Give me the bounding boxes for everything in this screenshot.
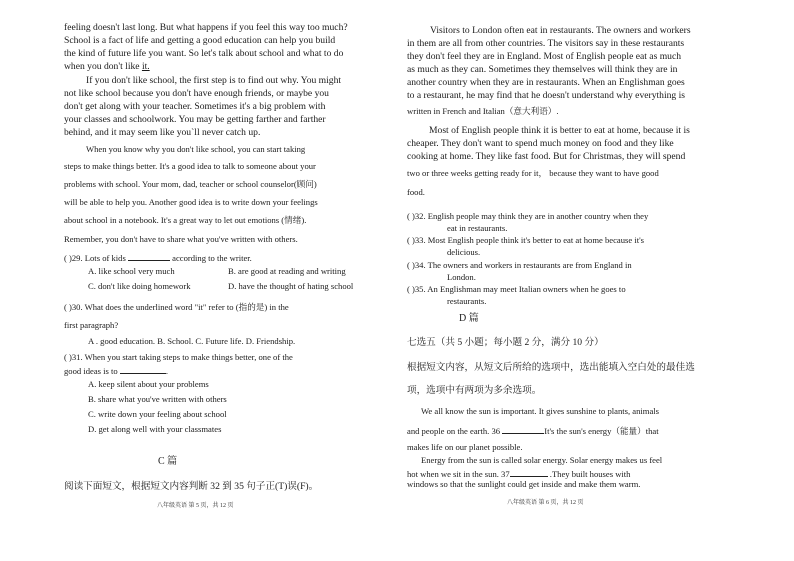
text-line: about school in a notebook. It's a great way to let out emotions (情绪). — [64, 215, 307, 225]
text-line: When you know why you don't like school, you can start taking — [86, 144, 306, 154]
section-heading-c: C 篇 — [158, 456, 178, 467]
text-line: food. — [407, 187, 425, 197]
text-line: We all know the sun is important. It gives sunshine to plants, animals — [421, 406, 659, 416]
option-c: C. don't like doing homework — [88, 281, 191, 291]
text-span: ( )29. Lots of kids — [64, 253, 128, 263]
instructions-7-cont: 项，选项中有两项为多余选项。 — [407, 385, 542, 396]
text-span: and people on the earth. 36 — [407, 426, 503, 436]
page-footer: 八年级英语 第 5 页，共 12 页 — [157, 503, 234, 509]
question-35-cont: restaurants. — [447, 296, 487, 306]
text-span: when you don't like — [64, 61, 142, 72]
text-span: It's the sun's energy（能量）that — [544, 426, 659, 436]
text-line: Remember, you don't have to share what you've written with others. — [64, 234, 298, 244]
text-line — [64, 61, 150, 72]
question-32-cont: eat in restaurants. — [447, 223, 508, 233]
instructions-c: 阅读下面短文，根据短文内容判断 32 到 35 句子正(T)误(F)。 — [64, 481, 319, 492]
text-line: Visitors to London often eat in restaurants. The owners and workers — [430, 25, 691, 36]
question-33-cont: delicious. — [447, 247, 481, 257]
text-line: Most of English people think it is better to eat at home, because it is — [429, 125, 690, 136]
question-31-cont — [64, 364, 168, 377]
option-a: A. like school very much — [88, 266, 175, 276]
text-line: Energy from the sun is called solar energy. Solar energy makes us feel — [421, 455, 663, 465]
option-d: D. get along well with your classmates — [88, 424, 222, 434]
text-line: don't get along with your teacher. Sometimes it's a big problem with — [64, 101, 326, 112]
text-line: problems with school. Your mom, dad, teacher or school counselor(顾问) — [64, 179, 317, 189]
answer-blank-29 — [128, 251, 170, 261]
text-line: as much as they can. Sometimes they themselves will think they are in — [407, 64, 678, 75]
page-footer: 八年级英语 第 6 页，共 12 页 — [507, 500, 584, 506]
text-line: School is a fact of life and getting a good education can help you build — [64, 35, 336, 46]
answer-blank-36 — [502, 424, 544, 434]
question-31: ( )31. When you start taking steps to make things better, one of the — [64, 352, 293, 362]
text-span: according to the writer. — [169, 253, 252, 263]
option-b: B. share what you've written with others — [88, 394, 227, 404]
text-span: . — [165, 366, 169, 376]
options-30: A . good education. B. School. C. Future life. D. Friendship. — [88, 336, 296, 346]
option-b: B. are good at reading and writing — [228, 266, 346, 276]
text-span: hot when we sit in the sun. 37 — [407, 469, 510, 479]
text-line: cheaper. They don't want to spend much money on food and they like — [407, 138, 674, 149]
text-line: not like school because you don't have enough friends, or maybe you — [64, 88, 329, 99]
answer-blank-37 — [510, 467, 548, 477]
text-line: the kind of future life you want. So let's talk about school and what to do — [64, 48, 344, 59]
question-30-cont: first paragraph? — [64, 320, 119, 330]
question-29 — [64, 251, 252, 264]
question-34-cont: London. — [447, 272, 476, 282]
question-30: ( )30. What does the underlined word "it" refer to (指的是) in the — [64, 302, 289, 312]
text-line: will be able to help you. Another good idea is to write down your feelings — [64, 197, 318, 207]
option-c: C. write down your feeling about school — [88, 409, 227, 419]
text-line: another country when they are in restaurants. When an Englishman goes — [407, 77, 685, 88]
question-34: ( )34. The owners and workers in restaurants are from England in — [407, 260, 632, 270]
text-line — [407, 424, 659, 437]
text-line: two or three weeks getting ready for it， because they want to have good — [407, 168, 659, 178]
text-line: they don't feel they are in England. Most of English people eat as much — [407, 51, 682, 62]
question-33: ( )33. Most English people think it's better to eat at home because it's — [407, 235, 644, 245]
text-line: steps to make things better. It's a good idea to talk to someone about your — [64, 161, 316, 171]
section-heading-d: D 篇 — [459, 313, 479, 324]
question-35: ( )35. An Englishman may meet Italian owners when he goes to — [407, 284, 626, 294]
text-line: in them are all from other countries. The visitors say in these restaurants — [407, 38, 685, 49]
text-line: cooking at home. They like fast food. But for Christmas, they will spend — [407, 151, 686, 162]
text-span: .They built houses with — [547, 469, 631, 479]
text-line: windows so that the sunlight could get inside and make them warm. — [407, 479, 641, 489]
section-title-7: 七选五（共 5 小题；每小题 2 分，满分 10 分） — [407, 337, 604, 348]
option-d: D. have the thought of hating school — [228, 281, 354, 291]
instructions-7: 根据短文内容，从短文后所给的选项中，选出能填入空白处的最佳选 — [407, 362, 695, 373]
text-span: good ideas is to — [64, 366, 120, 376]
option-a: A. keep silent about your problems — [88, 379, 209, 389]
underlined-word-it: it. — [141, 61, 150, 72]
text-line: feeling doesn't last long. But what happens if you feel this way too much? — [64, 22, 348, 33]
text-line: behind, and it may seem like you`ll never catch up. — [64, 127, 261, 138]
text-line: makes life on our planet possible. — [407, 442, 523, 452]
question-32: ( )32. English people may think they are in another country when they — [407, 211, 649, 221]
text-line: your classes and schoolwork. You may be getting farther and farther — [64, 114, 326, 125]
text-line: to a restaurant, he may find that he doesn't understand why everything is — [407, 90, 686, 101]
answer-blank-31 — [120, 364, 169, 376]
text-line: written in French and Italian（意大利语）. — [407, 106, 559, 116]
text-line: If you don't like school, the first step is to find out why. You might — [86, 75, 342, 86]
